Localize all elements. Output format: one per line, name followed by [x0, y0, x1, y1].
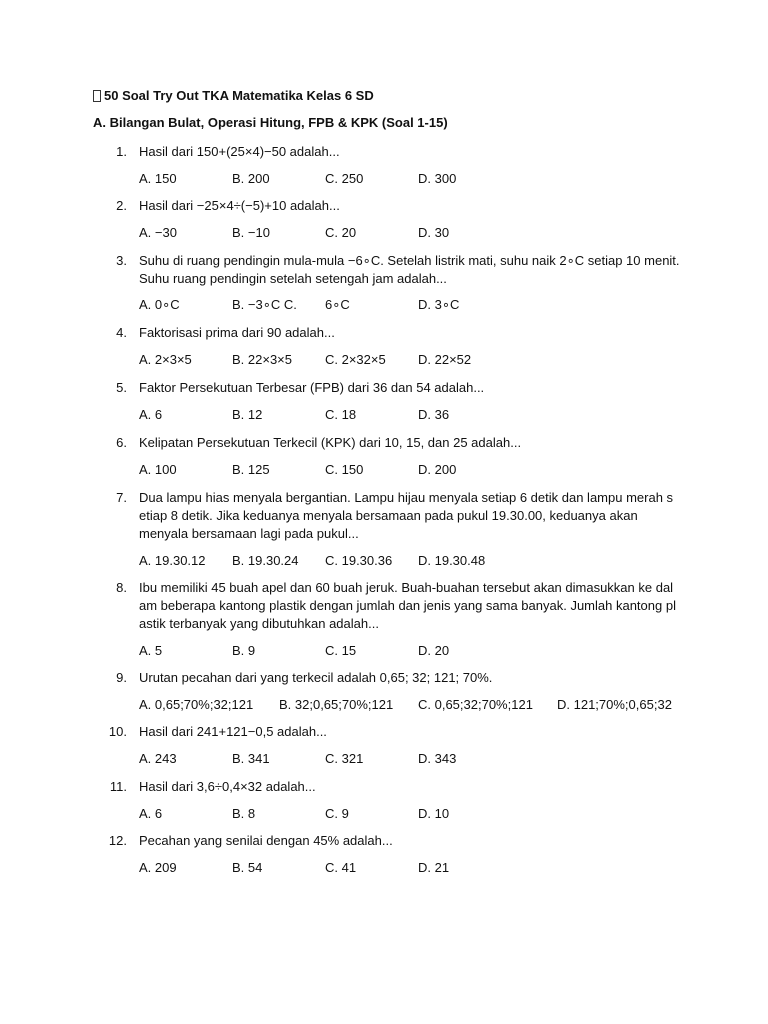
- question-text-line: Dua lampu hias menyala bergantian. Lampu hijau menyala setiap 6 detik dan lampu merah s: [139, 490, 674, 505]
- answer-option: C. 2×32×5: [325, 352, 386, 367]
- answer-option: D. 300: [418, 171, 457, 186]
- answer-options: [0, 224, 768, 242]
- answer-option: B. 19.30.24: [232, 553, 299, 568]
- answer-option: A. 19.30.12: [139, 553, 206, 568]
- answer-option: C. 18: [325, 407, 357, 422]
- answer-option: D. 343: [418, 751, 457, 766]
- answer-option: C. 150: [325, 462, 364, 477]
- answer-option: C. 19.30.36: [325, 553, 393, 568]
- answer-option: C. 15: [325, 643, 357, 658]
- question-text: [139, 143, 679, 161]
- question-text-line: Pecahan yang senilai dengan 45% adalah...: [139, 833, 393, 848]
- answer-option: D. 30: [418, 225, 450, 240]
- answer-options: [0, 859, 768, 877]
- missing-glyph-icon: [93, 90, 101, 102]
- question-number: 9.: [116, 670, 127, 685]
- answer-option: A. −30: [139, 225, 177, 240]
- answer-option: C. 20: [325, 225, 357, 240]
- answer-option: D. 200: [418, 462, 457, 477]
- answer-options: [0, 696, 768, 714]
- question-number: 2.: [116, 198, 127, 213]
- question-text-line: astik terbanyak yang dibutuhkan adalah...: [139, 616, 379, 631]
- answer-option: D. 10: [418, 806, 450, 821]
- answer-option: C. 321: [325, 751, 364, 766]
- answer-option: B. 125: [232, 462, 270, 477]
- question-text: [139, 197, 679, 215]
- answer-option: A. 0,65;70%;32;121: [139, 697, 254, 712]
- answer-option: D. 3∘C: [418, 297, 460, 312]
- answer-option: C. 41: [325, 860, 357, 875]
- question-text-line: Hasil dari −25×4÷(−5)+10 adalah...: [139, 198, 340, 213]
- question-number: 8.: [116, 580, 127, 595]
- answer-option: C. 250: [325, 171, 364, 186]
- answer-option: B. −3∘C C.: [232, 297, 297, 312]
- question-text-line: Kelipatan Persekutuan Terkecil (KPK) dari 10, 15, dan 25 adalah...: [139, 435, 522, 450]
- answer-option: A. 209: [139, 860, 177, 875]
- answer-option: B. 32;0,65;70%;121: [279, 697, 394, 712]
- answer-options: [0, 296, 768, 314]
- answer-option: A. 2×3×5: [139, 352, 192, 367]
- answer-option: B. 200: [232, 171, 270, 186]
- answer-option: D. 121;70%;0,65;32: [557, 697, 672, 712]
- answer-option: C. 9: [325, 806, 349, 821]
- question-text: [139, 778, 679, 796]
- question-text-line: Faktorisasi prima dari 90 adalah...: [139, 325, 335, 340]
- question-text-line: Ibu memiliki 45 buah apel dan 60 buah jeruk. Buah-buahan tersebut akan dimasukkan ke dal: [139, 580, 674, 595]
- question-text-line: menyala bersamaan lagi pada pukul...: [139, 526, 359, 541]
- question-number: 6.: [116, 435, 127, 450]
- question-text-line: Hasil dari 3,6÷0,4×32 adalah...: [139, 779, 316, 794]
- question-text: [139, 669, 679, 687]
- answer-option: A. 6: [139, 407, 163, 422]
- answer-options: [0, 170, 768, 188]
- question-text: [139, 832, 679, 850]
- answer-option: 6∘C: [325, 297, 350, 312]
- question-number: 10.: [108, 724, 127, 739]
- question-number: 7.: [116, 490, 127, 505]
- document-title-text: 50 Soal Try Out TKA Matematika Kelas 6 SD: [104, 88, 374, 103]
- question-number: 5.: [116, 380, 127, 395]
- question-text: [139, 324, 679, 342]
- question-text-line: Faktor Persekutuan Terbesar (FPB) dari 36 dan 54 adalah...: [139, 380, 485, 395]
- question-number: 3.: [116, 253, 127, 268]
- question-text-line: am beberapa kantong plastik dengan jumlah dan jenis yang sama banyak. Jumlah kantong pl: [139, 598, 676, 613]
- answer-options: [0, 351, 768, 369]
- answer-option: B. 22×3×5: [232, 352, 292, 367]
- answer-option: B. −10: [232, 225, 270, 240]
- answer-option: D. 22×52: [418, 352, 472, 367]
- answer-option: B. 341: [232, 751, 270, 766]
- answer-option: A. 150: [139, 171, 177, 186]
- answer-option: A. 243: [139, 751, 177, 766]
- question-text-line: Hasil dari 150+(25×4)−50 adalah...: [139, 144, 340, 159]
- document-title: [93, 87, 374, 105]
- answer-option: D. 36: [418, 407, 450, 422]
- answer-option: D. 19.30.48: [418, 553, 486, 568]
- answer-option: D. 21: [418, 860, 450, 875]
- answer-option: B. 12: [232, 407, 263, 422]
- answer-options: [0, 805, 768, 823]
- question-text-line: etiap 8 detik. Jika keduanya menyala bersamaan pada pukul 19.30.00, keduanya akan: [139, 508, 638, 523]
- answer-option: A. 100: [139, 462, 177, 477]
- section-heading: A. Bilangan Bulat, Operasi Hitung, FPB & KPK (Soal 1-15): [93, 115, 448, 130]
- question-text-line: Suhu di ruang pendingin mula-mula −6∘C. Setelah listrik mati, suhu naik 2∘C setiap 10 menit.: [139, 253, 680, 268]
- answer-option: A. 5: [139, 643, 163, 658]
- question-text: [139, 252, 679, 288]
- answer-options: [0, 642, 768, 660]
- answer-option: A. 0∘C: [139, 297, 180, 312]
- question-number: 12.: [108, 833, 127, 848]
- answer-options: [0, 552, 768, 570]
- answer-options: [0, 461, 768, 479]
- question-number: 4.: [116, 325, 127, 340]
- answer-option: D. 20: [418, 643, 450, 658]
- answer-options: [0, 406, 768, 424]
- answer-option: B. 54: [232, 860, 263, 875]
- answer-options: [0, 750, 768, 768]
- question-text-line: Suhu ruang pendingin setelah setengah jam adalah...: [139, 271, 447, 286]
- answer-option: C. 0,65;32;70%;121: [418, 697, 533, 712]
- question-text: [139, 489, 679, 543]
- question-text: [139, 579, 679, 633]
- answer-option: B. 8: [232, 806, 256, 821]
- question-number: 1.: [116, 144, 127, 159]
- answer-option: B. 9: [232, 643, 256, 658]
- question-text: [139, 379, 679, 397]
- answer-option: A. 6: [139, 806, 163, 821]
- question-text-line: Urutan pecahan dari yang terkecil adalah 0,65; 32; 121; 70%.: [139, 670, 493, 685]
- question-text: [139, 434, 679, 452]
- question-text-line: Hasil dari 241+121−0,5 adalah...: [139, 724, 327, 739]
- question-number: 11.: [109, 779, 127, 794]
- question-text: [139, 723, 679, 741]
